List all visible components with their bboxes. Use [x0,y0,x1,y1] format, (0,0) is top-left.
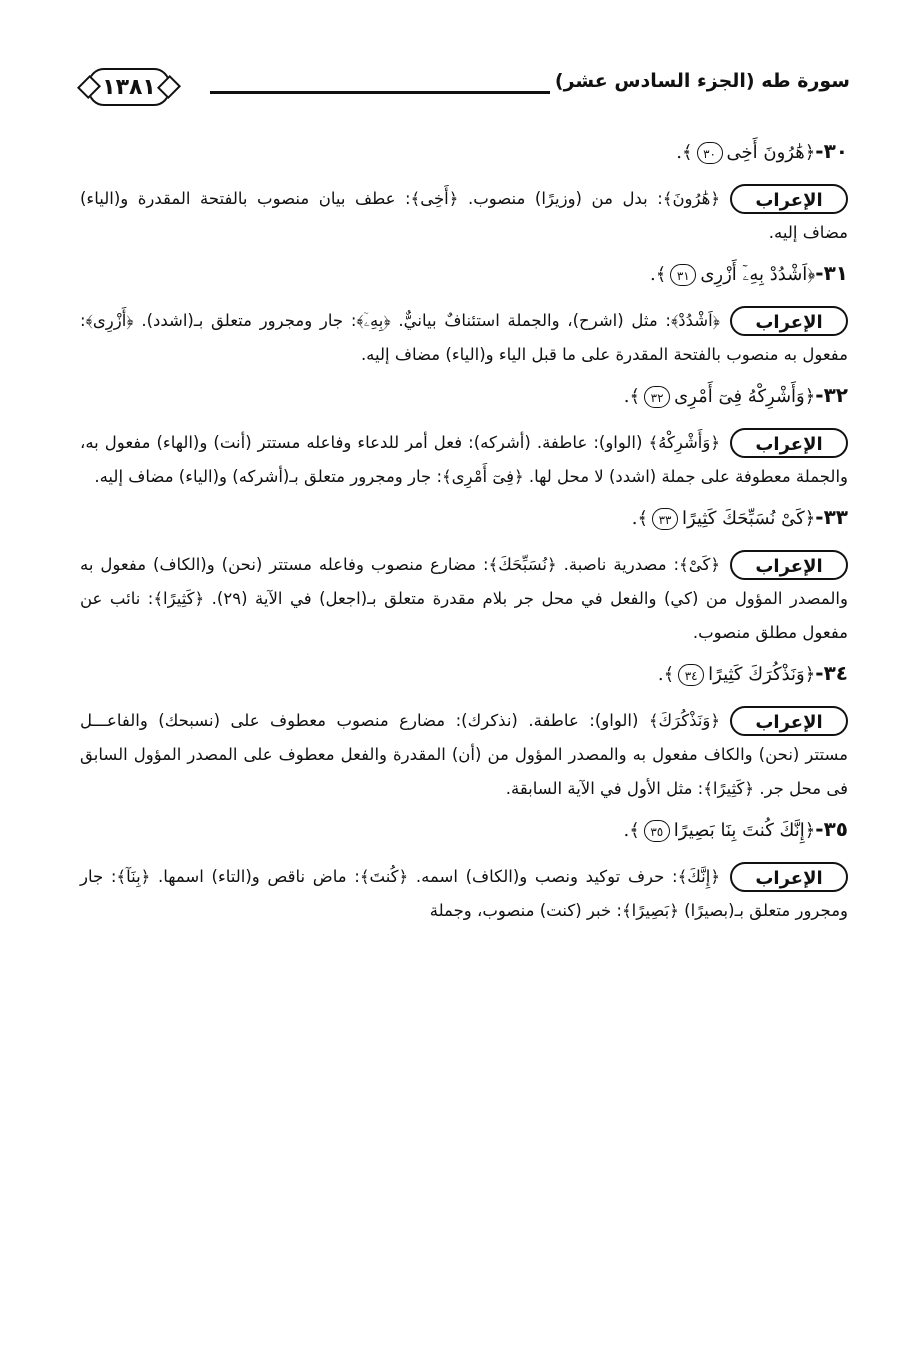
irab-paragraph [80,182,848,250]
verse-end: ﴾. [623,386,641,407]
ayah-number-marker: ٣٥ [644,820,670,842]
irab-text: ﴿اَشْدُدْ﴾: مثل (اشرح)، والجملة استئنافٌ بيانيٌّ. ﴿بِهِۦٓ﴾: جار ومجرور متعلق بـ(اشدد). ﴿أَزْرِى﴾: مفعول به منصوب بالفتحة المقدرة على ما قبل الياء و(الياء) مضاف إليه. [80,311,848,364]
verse-text: ﴿هَٰرُونَ أَخِى [726,142,816,163]
irab-label: الإعراب [730,706,848,736]
ayah-number-marker: ٣٠ [697,142,723,164]
irab-text: ﴿وَنَذْكُرَكَ﴾ (الواو): عاطفة. (نذكرك): مضارع منصوب معطوف على (نسبحك) والفاعـــل مستتر (نحن) والكاف مفعول به والمصدر المؤول من (أن) المقدرة والفعل معطوف على المصدر المؤول السابق فى محل جر. ﴿كَثِيرًا﴾: مثل الأول في الآية السابقة. [80,711,848,798]
verse-block [80,500,848,650]
verse-text: ﴿وَنَذْكُرَكَ كَثِيرًا [708,664,816,685]
irab-text: ﴿وَأَشْرِكْهُ﴾ (الواو): عاطفة. (أشركه): فعل أمر للدعاء وفاعله مستتر (أنت) و(الهاء) مفعول به، والجملة معطوفة على جملة (اشدد) لا محل لها. ﴿فِىٓ أَمْرِى﴾: جار ومجرور متعلق بـ(أشركه) و(الياء) مضاف إليه. [80,433,848,486]
verse-line [80,378,848,414]
verse-end: ﴾. [631,508,649,529]
irab-text: ﴿إِنَّكَ﴾: حرف توكيد ونصب و(الكاف) اسمه. ﴿كُنتَ﴾: ماض ناقص و(التاء) اسمها. ﴿بِنَآ﴾: جار ومجرور متعلق بـ(بصيرًا) ﴿بَصِيرًا﴾: خبر (كنت) منصوب، وجملة [80,867,848,920]
irab-paragraph [80,426,848,494]
verse-block [80,256,848,372]
ayah-number-marker: ٣٣ [652,508,678,530]
ayah-number-marker: ٣٢ [644,386,670,408]
irab-label: الإعراب [730,550,848,580]
verse-block [80,134,848,250]
verse-number: ٣٣- [815,505,848,529]
verse-number: ٣٤- [815,661,848,685]
ayah-number-marker: ٣١ [670,264,696,286]
page-number: ١٣٨١ [88,68,170,106]
verse-block [80,812,848,928]
verse-line [80,256,848,292]
verse-end: ﴾. [657,664,675,685]
verse-number: ٣١- [815,261,848,285]
irab-label: الإعراب [730,428,848,458]
verse-text: ﴿اَشْدُدْ بِهِۦٓ أَزْرِى [700,264,816,285]
verse-block [80,656,848,806]
page-content [80,130,848,934]
ayah-number-marker: ٣٤ [678,664,704,686]
verse-number: ٣٢- [815,383,848,407]
irab-paragraph [80,548,848,650]
verse-text: ﴿كَىْ نُسَبِّحَكَ كَثِيرًا [682,508,816,529]
verse-text: ﴿وَأَشْرِكْهُ فِىٓ أَمْرِى [674,386,816,407]
verse-text: ﴿إِنَّكَ كُنتَ بِنَا بَصِيرًا [673,820,816,841]
verse-line [80,134,848,170]
verse-block [80,378,848,494]
verse-end: ﴾. [650,264,667,285]
irab-paragraph [80,304,848,372]
irab-label: الإعراب [730,184,848,214]
header-divider [210,91,550,94]
running-title: سورة طه (الجزء السادس عشر) [554,70,850,92]
irab-paragraph [80,860,848,928]
verse-end: ﴾. [676,142,693,163]
irab-label: الإعراب [730,306,848,336]
verse-number: ٣٠- [815,139,848,163]
irab-paragraph [80,704,848,806]
verse-line [80,656,848,692]
verse-end: ﴾. [623,820,640,841]
verse-line [80,812,848,848]
irab-text: ﴿كَىْ﴾: مصدرية ناصبة. ﴿نُسَبِّحَكَ﴾: مضارع منصوب وفاعله مستتر (نحن) و(الكاف) مفعول به والمصدر المؤول من (كي) والفعل في محل جر بلام مقدرة متعلق بـ(اجعل) في الآية (٢٩). ﴿كَثِيرًا﴾: نائب عن مفعول مطلق منصوب. [80,555,848,642]
verse-line [80,500,848,536]
irab-text: ﴿هَٰرُونَ﴾: بدل من (وزيرًا) منصوب. ﴿أَخِى﴾: عطف بيان منصوب بالفتحة المقدرة و(الياء) مضاف إليه. [80,189,848,242]
irab-label: الإعراب [730,862,848,892]
page-header [80,62,850,108]
verse-number: ٣٥- [815,817,848,841]
